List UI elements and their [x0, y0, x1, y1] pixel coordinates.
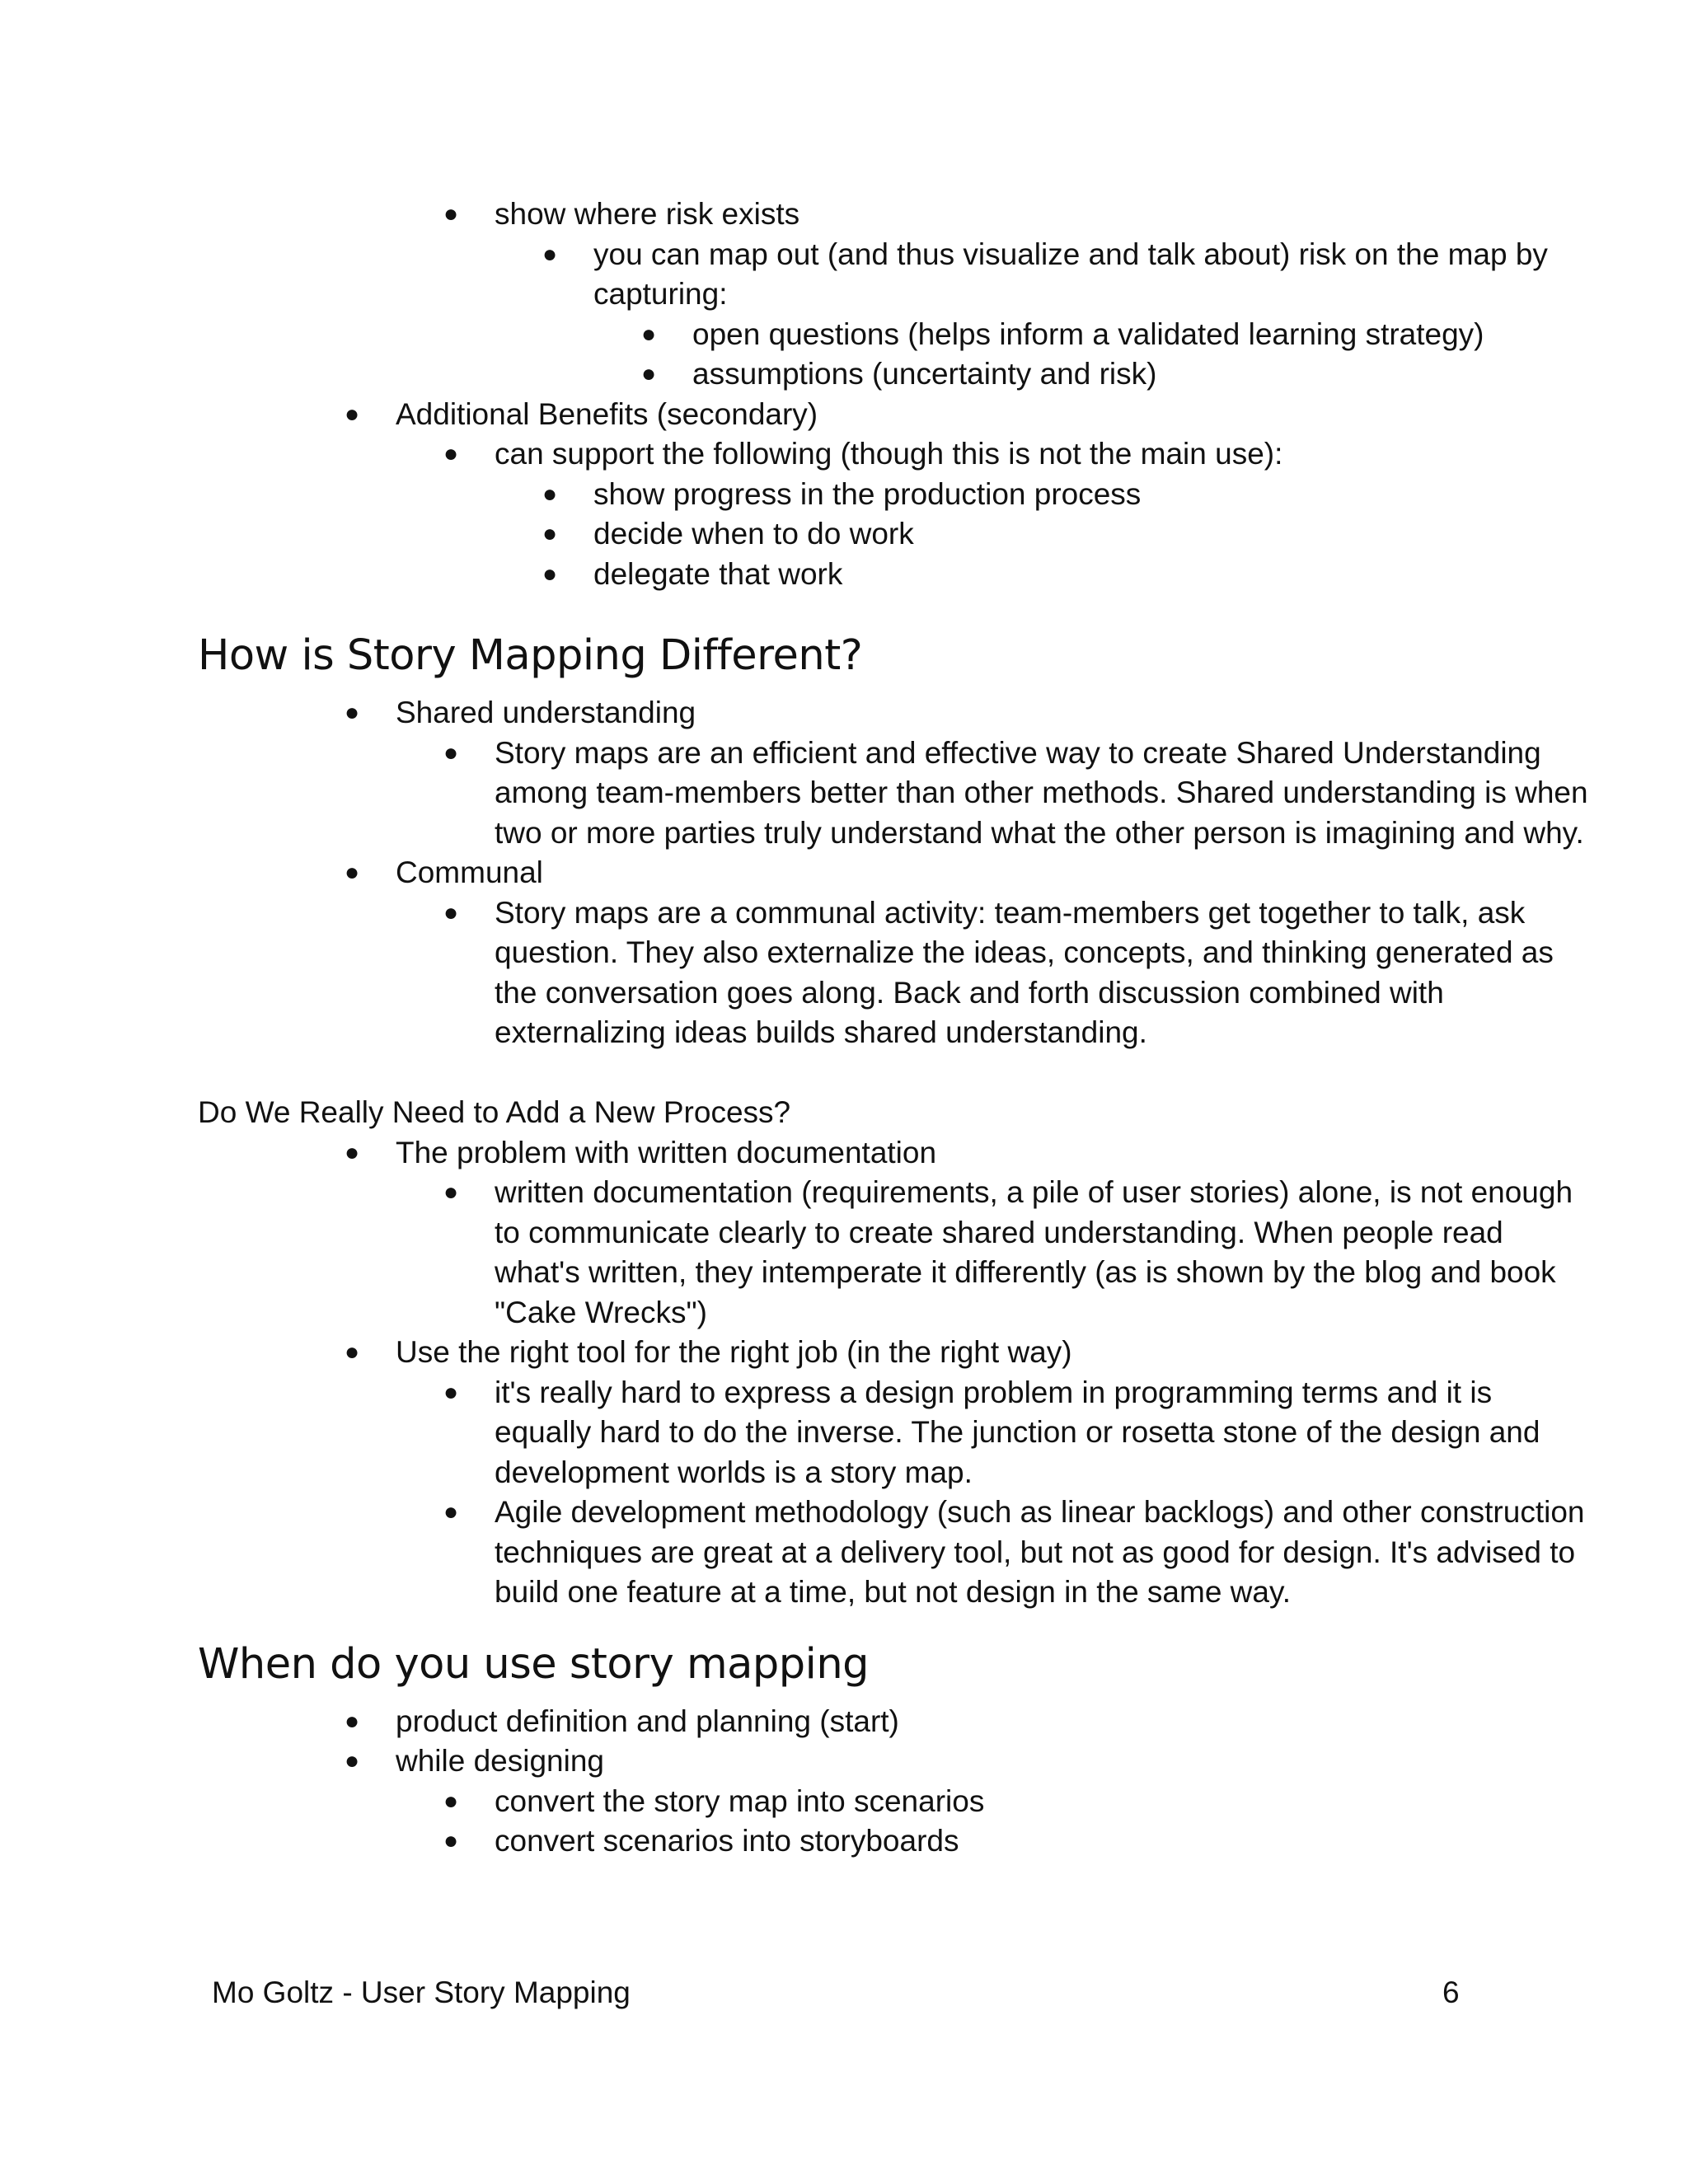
list-item-text: it's really hard to express a design problem in programming terms and it is — [495, 1375, 1493, 1409]
list-item-continuation — [198, 1293, 1500, 1333]
section-heading-different: How is Story Mapping Different? — [198, 631, 863, 680]
list-item — [198, 315, 1500, 355]
list-item-text: show progress in the production process — [593, 476, 1142, 511]
list-item — [198, 1493, 1585, 1533]
list-item — [198, 194, 1500, 235]
bullet-icon: ● — [345, 859, 360, 886]
list-item-text: Use the right tool for the right job (in the right way) — [396, 1335, 1072, 1369]
list-item-continuation — [198, 973, 1500, 1014]
list-item — [198, 693, 1500, 733]
bullet-icon: ● — [345, 1747, 360, 1774]
list-item-continuation — [198, 1253, 1556, 1293]
list-item-text: build one feature at a time, but not design in the same way. — [495, 1575, 1292, 1609]
list-item-text: open questions (helps inform a validated learning strategy) — [692, 316, 1484, 351]
list-item-text: techniques are great at a delivery tool, but not as good for design. It's advised to — [495, 1535, 1576, 1569]
bullet-icon: ● — [443, 898, 459, 926]
list-item — [198, 555, 1500, 595]
list-item-text: to communicate clearly to create shared understanding. When people read — [495, 1215, 1503, 1249]
list-item-continuation — [198, 1213, 1503, 1254]
list-item-text: convert the story map into scenarios — [495, 1783, 985, 1818]
list-item-text: two or more parties truly understand what the other person is imagining and why. — [495, 815, 1584, 850]
list-item-text: what's written, they intemperate it differently (as is shown by the blog and book — [495, 1255, 1556, 1289]
bullet-icon: ● — [345, 1138, 360, 1166]
bullet-icon: ● — [641, 320, 657, 348]
list-item-text: Communal — [396, 855, 543, 889]
list-item — [198, 395, 1500, 435]
list-item-continuation — [198, 1413, 1540, 1453]
list-item-text: question. They also externalize the ideas, concepts, and thinking generated as — [495, 935, 1554, 969]
list-item-text: Agile development methodology (such as linear backlogs) and other construction — [495, 1495, 1585, 1529]
list-item-text: capturing: — [593, 277, 728, 311]
list-item-text: you can map out (and thus visualize and talk about) risk on the map by — [593, 237, 1548, 271]
list-item-text: externalizing ideas builds shared understanding. — [495, 1015, 1147, 1049]
bullet-icon: ● — [443, 1498, 459, 1526]
bullet-icon: ● — [542, 560, 558, 588]
list-item — [198, 1741, 1500, 1782]
list-item — [198, 1821, 1500, 1862]
spacer — [198, 594, 1500, 629]
bullet-icon: ● — [542, 520, 558, 547]
list-item — [198, 733, 1541, 774]
list-item-text: Story maps are a communal activity: team-members get together to talk, ask — [495, 895, 1526, 930]
bullet-icon: ● — [542, 480, 558, 508]
list-item-continuation — [198, 933, 1554, 973]
spacer — [198, 1053, 1500, 1094]
page-content — [198, 194, 1588, 1862]
list-item — [198, 1702, 1500, 1742]
bullet-icon: ● — [443, 1378, 459, 1406]
section-title-process: Do We Really Need to Add a New Process? — [198, 1095, 791, 1129]
bullet-icon: ● — [443, 440, 459, 467]
list-item-continuation — [198, 813, 1584, 854]
footer-document-title: Mo Goltz - User Story Mapping — [212, 1975, 631, 2009]
bullet-icon: ● — [345, 1338, 360, 1366]
list-item-text: convert scenarios into storyboards — [495, 1824, 959, 1858]
list-item — [198, 1373, 1500, 1413]
list-item-text: among team-members better than other methods. Shared understanding is when — [495, 776, 1588, 809]
list-item — [198, 893, 1526, 934]
bullet-icon: ● — [345, 1707, 360, 1735]
bullet-icon: ● — [443, 200, 459, 227]
bullet-icon: ● — [443, 1179, 459, 1206]
list-item-continuation — [198, 1572, 1500, 1613]
spacer — [198, 1692, 1500, 1702]
list-item-text: the conversation goes along. Back and forth discussion combined with — [495, 975, 1444, 1010]
list-item-text: "Cake Wrecks") — [495, 1295, 707, 1329]
list-item-text: delegate that work — [593, 556, 843, 591]
list-item-text: show where risk exists — [495, 197, 800, 231]
list-item-continuation — [198, 274, 1500, 315]
list-item-text: The problem with written documentation — [396, 1135, 937, 1169]
list-item-text: Additional Benefits (secondary) — [396, 396, 818, 431]
list-item — [198, 1333, 1500, 1373]
list-item — [198, 354, 1500, 395]
list-item — [198, 853, 1500, 893]
bullet-icon: ● — [443, 738, 459, 766]
list-item-text: while designing — [396, 1744, 605, 1778]
list-item — [198, 1782, 1500, 1822]
list-item-text: development worlds is a story map. — [495, 1455, 973, 1489]
list-item — [198, 235, 1548, 275]
list-item — [198, 1133, 1500, 1174]
list-item-continuation — [198, 1533, 1576, 1573]
bullet-icon: ● — [345, 699, 360, 726]
list-item-text: assumptions (uncertainty and risk) — [692, 357, 1157, 391]
bullet-icon: ● — [443, 1787, 459, 1815]
list-item — [198, 1173, 1573, 1213]
spacer — [198, 1613, 1500, 1638]
list-item-continuation — [198, 773, 1588, 813]
list-item-text: written documentation (requirements, a pile of user stories) alone, is not enough — [495, 1175, 1573, 1209]
list-item — [198, 434, 1500, 475]
list-item-continuation — [198, 1453, 1500, 1493]
spacer — [198, 683, 1500, 693]
footer-page-number: 6 — [1442, 1975, 1460, 2009]
bullet-icon: ● — [345, 400, 360, 428]
list-item-continuation — [198, 1013, 1500, 1053]
list-item-text: decide when to do work — [593, 517, 914, 551]
list-item-text: Shared understanding — [396, 696, 696, 729]
bullet-icon: ● — [542, 240, 558, 268]
bullet-icon: ● — [443, 1827, 459, 1854]
list-item-text: product definition and planning (start) — [396, 1704, 899, 1738]
list-item — [198, 475, 1500, 515]
list-item-text: Story maps are an efficient and effective way to create Shared Understanding — [495, 735, 1541, 770]
bullet-icon: ● — [641, 360, 657, 387]
list-item-text: equally hard to do the inverse. The junction or rosetta stone of the design and — [495, 1415, 1540, 1449]
list-item-text: can support the following (though this is not the main use): — [495, 437, 1283, 471]
section-heading-when: When do you use story mapping — [198, 1639, 870, 1689]
list-item — [198, 514, 1500, 555]
